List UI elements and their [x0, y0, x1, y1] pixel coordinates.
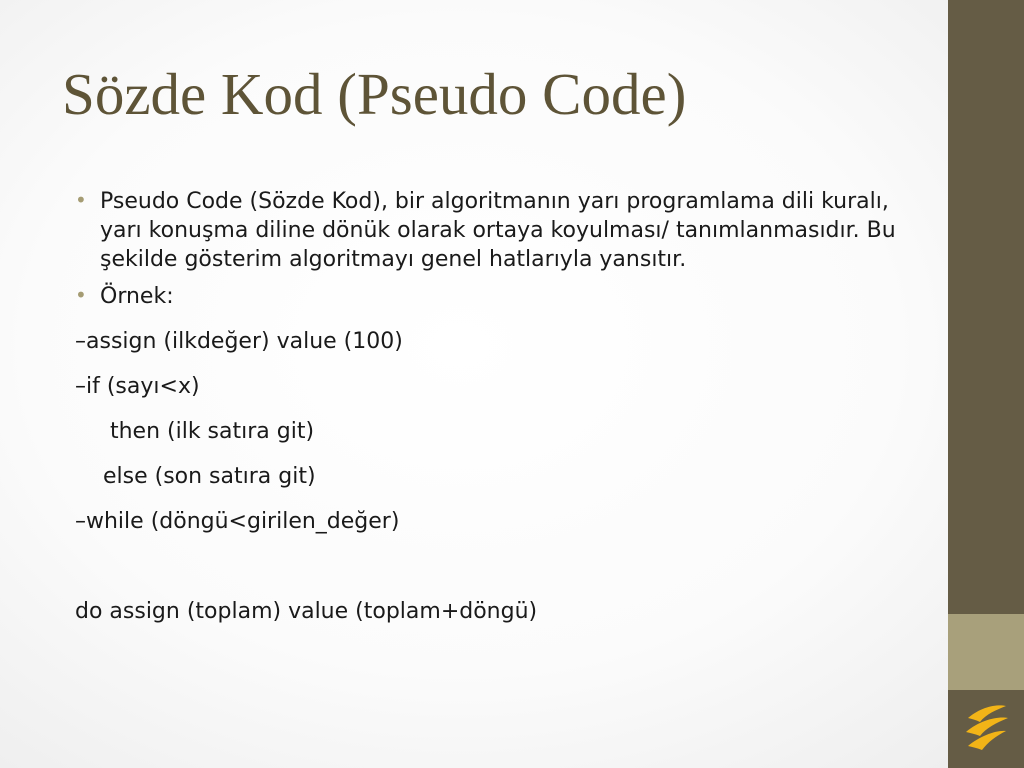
code-line-final: do assign (toplam) value (toplam+döngü): [75, 599, 538, 625]
code-line: else (son satıra git): [75, 464, 316, 490]
bullet-item: [75, 282, 915, 311]
blank-line: [75, 544, 915, 589]
bullet-item: [75, 187, 915, 274]
bullet-text: Örnek:: [100, 284, 174, 310]
bullet-dot-icon: •: [75, 188, 87, 212]
code-line: –while (döngü<girilen_değer): [75, 509, 400, 535]
slide-title: Sözde Kod (Pseudo Code): [62, 61, 687, 127]
flame-stripes-icon: [958, 698, 1014, 754]
slide-body: [75, 187, 915, 634]
code-line: –assign (ilkdeğer) value (100): [75, 329, 403, 355]
bullet-dot-icon: •: [75, 283, 87, 308]
code-line: –if (sayı<x): [75, 374, 200, 400]
code-line: then (ilk satıra git): [75, 419, 315, 445]
bullet-text: Pseudo Code (Sözde Kod), bir algoritmanın yarı programlama dili kuralı, yarı konuşma diline dönük olarak ortaya koyulması/ tanımlanmasıdır. Bu şekilde gösterim algoritmayı genel hatlarıyla yansıtır.: [100, 189, 896, 273]
decorative-light-block: [948, 614, 1024, 690]
